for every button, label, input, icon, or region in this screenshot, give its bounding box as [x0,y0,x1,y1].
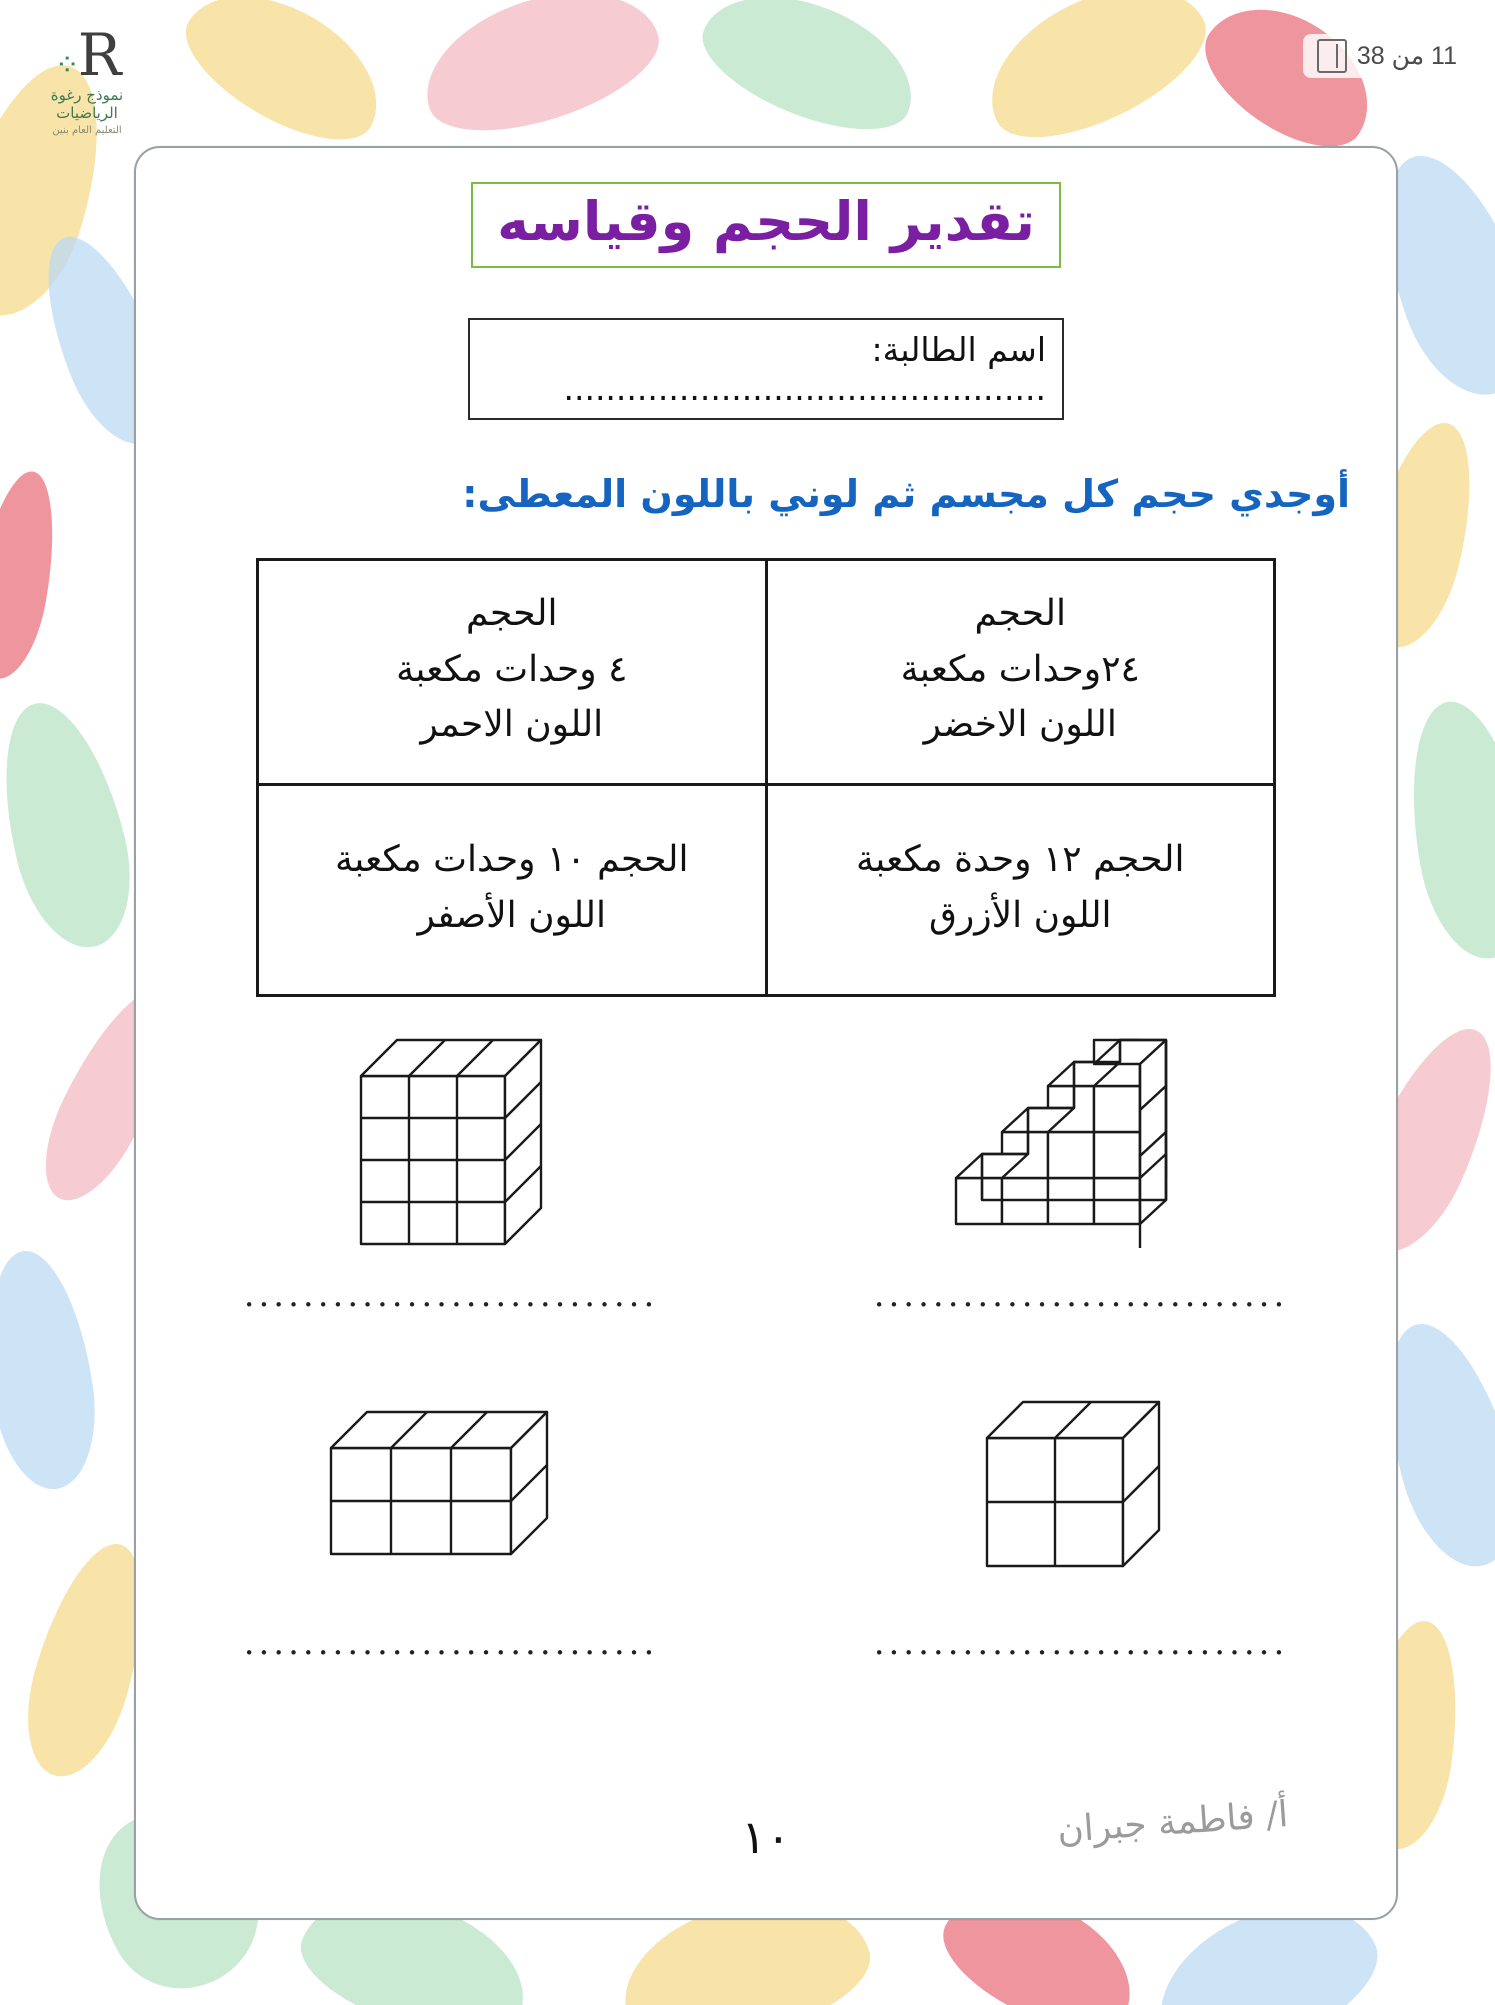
page-title: تقدير الحجم وقياسه [471,182,1061,268]
confetti-shape [0,466,68,685]
confetti-shape [407,0,672,154]
volume-color-legend-table [256,558,1276,997]
shape-art [136,1371,766,1621]
logo-letter: R [77,21,120,89]
page-indicator-label: 11 من 38 [1356,42,1457,70]
logo-line-2: التعليم العام بنين [52,125,122,136]
answer-line[interactable]: ............................ [873,1274,1289,1315]
answer-line[interactable]: ............................ [873,1622,1289,1663]
legend-line: اللون الاحمر [420,704,604,746]
page-number: ١٠ [741,1810,791,1864]
logo-line-1: نموذج رغوة الرياضيات [50,86,124,122]
shapes-grid [136,1023,1396,1719]
student-name-label: اسم الطالبة: .............................................. [563,329,1046,408]
legend-line: اللون الأزرق [928,894,1112,936]
legend-line: الحجم ١٠ وحدات مكعبة [334,838,689,880]
shape-art [766,1371,1396,1621]
table-row [258,784,1275,995]
confetti-shape [0,1244,106,1496]
shape-art [136,1023,766,1273]
worksheet-page [134,146,1398,1920]
shape-art [766,1023,1396,1273]
confetti-shape [0,690,149,959]
shape-item-small-cube [766,1371,1396,1719]
logo-dots-icon: ⁘ [54,48,78,83]
legend-line: اللون الأصفر [417,894,607,936]
logo-mark [22,21,152,89]
shape-staircase-icon [916,1028,1246,1268]
table-row [258,559,1275,784]
confetti-shape [965,0,1224,164]
shape-tall-prism-icon [301,1028,601,1268]
answer-line[interactable]: ............................ [243,1622,659,1663]
page-indicator[interactable] [1303,34,1471,78]
legend-line: ٤ وحدات مكعبة [396,648,628,690]
legend-cell-red [258,559,767,784]
shape-wide-prism-icon [301,1386,601,1606]
legend-cell-yellow [258,784,767,995]
worksheet-footer [136,1792,1396,1882]
book-icon [1317,39,1347,73]
legend-line: اللون الاخضر [923,704,1117,746]
confetti-shape [167,0,404,165]
legend-line: الحجم [974,592,1066,634]
student-name-field[interactable] [468,318,1064,420]
shape-item-staircase [766,1023,1396,1371]
confetti-shape [1393,692,1495,967]
legend-line: الحجم ١٢ وحدة مكعبة [855,838,1185,880]
answer-line[interactable]: ............................ [243,1274,659,1315]
legend-line: ٢٤وحدات مكعبة [900,648,1140,690]
shape-small-cube-icon [951,1386,1211,1606]
legend-line: الحجم [466,592,558,634]
instruction-text: أوجدي حجم كل مجسم ثم لوني باللون المعطى: [462,471,1350,516]
publisher-logo [22,21,152,136]
shape-item-wide-prism [136,1371,766,1719]
shape-item-tall-prism [136,1023,766,1371]
title-container [136,182,1396,268]
teacher-signature: أ/ فاطمة جبران [1055,1793,1290,1852]
legend-cell-blue [766,784,1275,995]
legend-cell-green [766,559,1275,784]
confetti-shape [687,0,932,153]
